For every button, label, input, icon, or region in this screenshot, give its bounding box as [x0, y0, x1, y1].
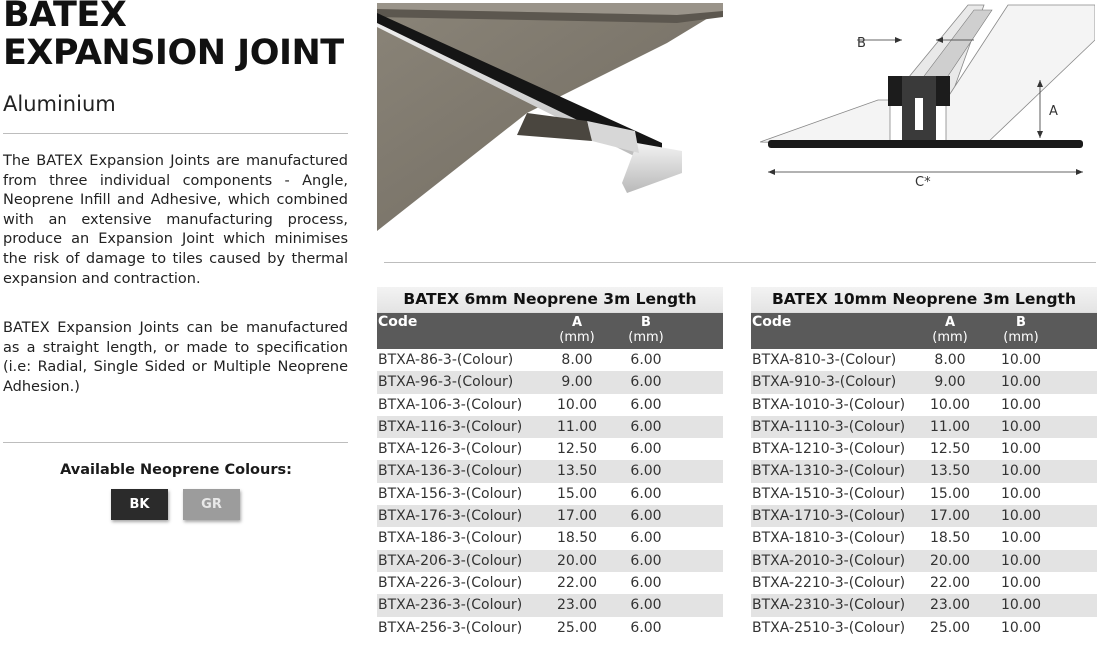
cell-code: BTXA-96-3-(Colour) [378, 374, 514, 391]
cell-code: BTXA-1110-3-(Colour) [752, 418, 906, 435]
cell-code: BTXA-126-3-(Colour) [378, 441, 523, 458]
table-row [377, 550, 723, 572]
dimension-label-a: A [1049, 104, 1058, 119]
cell-b: 6.00 [630, 552, 662, 569]
table-row [377, 572, 723, 594]
cell-code: BTXA-910-3-(Colour) [752, 374, 897, 391]
table-row [751, 617, 1097, 639]
table-row [751, 594, 1097, 616]
cell-code: BTXA-176-3-(Colour) [378, 508, 523, 525]
cell-code: BTXA-1310-3-(Colour) [752, 463, 906, 480]
header-b-letter: B [641, 315, 651, 330]
cell-b: 10.00 [1000, 508, 1042, 525]
table-row [377, 438, 723, 460]
cell-code: BTXA-1510-3-(Colour) [752, 485, 906, 502]
cell-b: 10.00 [1000, 374, 1042, 391]
cell-code: BTXA-810-3-(Colour) [752, 352, 897, 368]
cell-a: 10.00 [929, 396, 971, 413]
cell-b: 10.00 [1000, 463, 1042, 480]
table-row [377, 349, 723, 371]
cell-b: 10.00 [1000, 530, 1042, 547]
cell-code: BTXA-236-3-(Colour) [378, 597, 523, 614]
table-row [751, 550, 1097, 572]
header-a-letter: A [571, 315, 583, 330]
table-title: BATEX 6mm Neoprene 3m Length [377, 287, 723, 313]
dimension-label-c: C* [915, 175, 931, 190]
cell-code: BTXA-1710-3-(Colour) [752, 508, 906, 525]
cell-code: BTXA-156-3-(Colour) [378, 485, 523, 502]
table-row [751, 527, 1097, 549]
material-subtitle: Aluminium [3, 92, 116, 116]
cell-code: BTXA-206-3-(Colour) [378, 552, 523, 569]
cell-a: 9.00 [561, 374, 593, 391]
table-10mm-neoprene [751, 287, 1097, 639]
cell-a: 12.50 [556, 441, 598, 458]
cell-code: BTXA-1210-3-(Colour) [752, 441, 906, 458]
cell-b: 6.00 [630, 485, 662, 502]
cell-b: 6.00 [630, 374, 662, 391]
header-b [616, 315, 676, 345]
cell-code: BTXA-86-3-(Colour) [378, 352, 514, 368]
cell-a: 10.00 [556, 396, 598, 413]
cell-code: BTXA-1810-3-(Colour) [752, 530, 906, 547]
table-row [751, 371, 1097, 393]
cell-code: BTXA-226-3-(Colour) [378, 574, 523, 591]
cell-b: 10.00 [1000, 418, 1042, 435]
table-row [751, 460, 1097, 482]
cell-a: 25.00 [929, 619, 971, 636]
cell-a: 20.00 [929, 552, 971, 569]
header-code: Code [752, 314, 792, 330]
table-row [377, 371, 723, 393]
cell-b: 10.00 [1000, 396, 1042, 413]
header-a [920, 315, 980, 345]
description-paragraph-1: The BATEX Expansion Joints are manufactured from three individual components - Angle, Neoprene Infill and Adhesive, which combined with an extensive manufacturing process, produce an Expansion Joint which minimises the risk of damage to tiles caused by thermal expansion and contraction. [3, 153, 348, 287]
table-row [751, 349, 1097, 371]
title-line-1: BATEX [3, 0, 127, 35]
cell-b: 6.00 [630, 463, 662, 480]
cell-code: BTXA-2210-3-(Colour) [752, 574, 906, 591]
cell-a: 22.00 [556, 574, 598, 591]
cell-code: BTXA-256-3-(Colour) [378, 619, 523, 636]
cell-a: 13.50 [929, 463, 971, 480]
table-body [751, 349, 1097, 639]
title-line-2: EXPANSION JOINT [3, 33, 344, 73]
table-row [377, 617, 723, 639]
cell-a: 15.00 [929, 485, 971, 502]
cell-code: BTXA-186-3-(Colour) [378, 530, 523, 547]
table-row [377, 527, 723, 549]
header-a-letter: A [944, 315, 956, 330]
header-a [547, 315, 607, 345]
available-colours-label: Available Neoprene Colours: [60, 462, 292, 478]
product-photo [377, 3, 723, 231]
cell-a: 9.00 [934, 374, 966, 391]
cell-b: 10.00 [1000, 574, 1042, 591]
header-b-letter: B [1016, 315, 1026, 330]
cell-a: 23.00 [929, 597, 971, 614]
cell-b: 6.00 [630, 396, 662, 413]
cell-code: BTXA-116-3-(Colour) [378, 418, 523, 435]
cell-a: 15.00 [556, 485, 598, 502]
cell-a: 8.00 [934, 352, 966, 368]
table-row [751, 438, 1097, 460]
table-title: BATEX 10mm Neoprene 3m Length [751, 287, 1097, 313]
table-row [377, 460, 723, 482]
cell-b: 6.00 [630, 418, 662, 435]
cell-a: 11.00 [556, 418, 598, 435]
cell-code: BTXA-2510-3-(Colour) [752, 619, 906, 636]
table-row [377, 394, 723, 416]
colour-swatch-gr: GR [183, 489, 240, 520]
cell-b: 10.00 [1000, 352, 1042, 368]
cell-b: 6.00 [630, 530, 662, 547]
cell-b: 6.00 [630, 441, 662, 458]
description-paragraph-2: BATEX Expansion Joints can be manufactured as a straight length, or made to specification (i.e: Radial, Single Sided or Multiple Neoprene Adhesion.) [3, 320, 348, 395]
table-row [377, 483, 723, 505]
header-b-unit: (mm) [628, 330, 664, 345]
cell-b: 6.00 [630, 597, 662, 614]
table-6mm-neoprene [377, 287, 723, 639]
cell-a: 11.00 [929, 418, 971, 435]
table-row [751, 572, 1097, 594]
table-row [751, 505, 1097, 527]
table-row [377, 416, 723, 438]
cell-code: BTXA-2010-3-(Colour) [752, 552, 906, 569]
table-body [377, 349, 723, 639]
cell-b: 10.00 [1000, 597, 1042, 614]
header-b-unit: (mm) [1003, 330, 1039, 345]
cell-a: 20.00 [556, 552, 598, 569]
divider [384, 262, 1096, 263]
cell-b: 6.00 [630, 574, 662, 591]
cell-a: 18.50 [929, 530, 971, 547]
colour-swatch-bk: BK [111, 489, 168, 520]
cell-b: 6.00 [630, 508, 662, 525]
cell-code: BTXA-1010-3-(Colour) [752, 396, 906, 413]
cell-a: 22.00 [929, 574, 971, 591]
header-b [991, 315, 1051, 345]
cell-a: 13.50 [556, 463, 598, 480]
cell-b: 10.00 [1000, 619, 1042, 636]
cell-a: 25.00 [556, 619, 598, 636]
cell-a: 18.50 [556, 530, 598, 547]
cell-b: 10.00 [1000, 552, 1042, 569]
header-a-unit: (mm) [932, 330, 968, 345]
cell-a: 17.00 [556, 508, 598, 525]
cell-b: 6.00 [630, 352, 662, 368]
dimension-label-b: B [857, 36, 866, 51]
cell-b: 10.00 [1000, 441, 1042, 458]
cell-code: BTXA-2310-3-(Colour) [752, 597, 906, 614]
table-row [377, 505, 723, 527]
header-code: Code [378, 314, 418, 330]
table-header [751, 313, 1097, 349]
table-header [377, 313, 723, 349]
table-row [751, 416, 1097, 438]
divider [3, 133, 348, 134]
table-row [751, 483, 1097, 505]
cell-a: 12.50 [929, 441, 971, 458]
cell-a: 17.00 [929, 508, 971, 525]
cell-a: 23.00 [556, 597, 598, 614]
cell-code: BTXA-136-3-(Colour) [378, 463, 523, 480]
cell-a: 8.00 [561, 352, 593, 368]
cell-b: 6.00 [630, 619, 662, 636]
cell-b: 10.00 [1000, 485, 1042, 502]
profile-dimension-diagram [760, 0, 1095, 195]
table-row [751, 394, 1097, 416]
divider [3, 442, 348, 443]
cell-code: BTXA-106-3-(Colour) [378, 396, 523, 413]
table-row [377, 594, 723, 616]
header-a-unit: (mm) [559, 330, 595, 345]
page-title [3, 0, 344, 72]
